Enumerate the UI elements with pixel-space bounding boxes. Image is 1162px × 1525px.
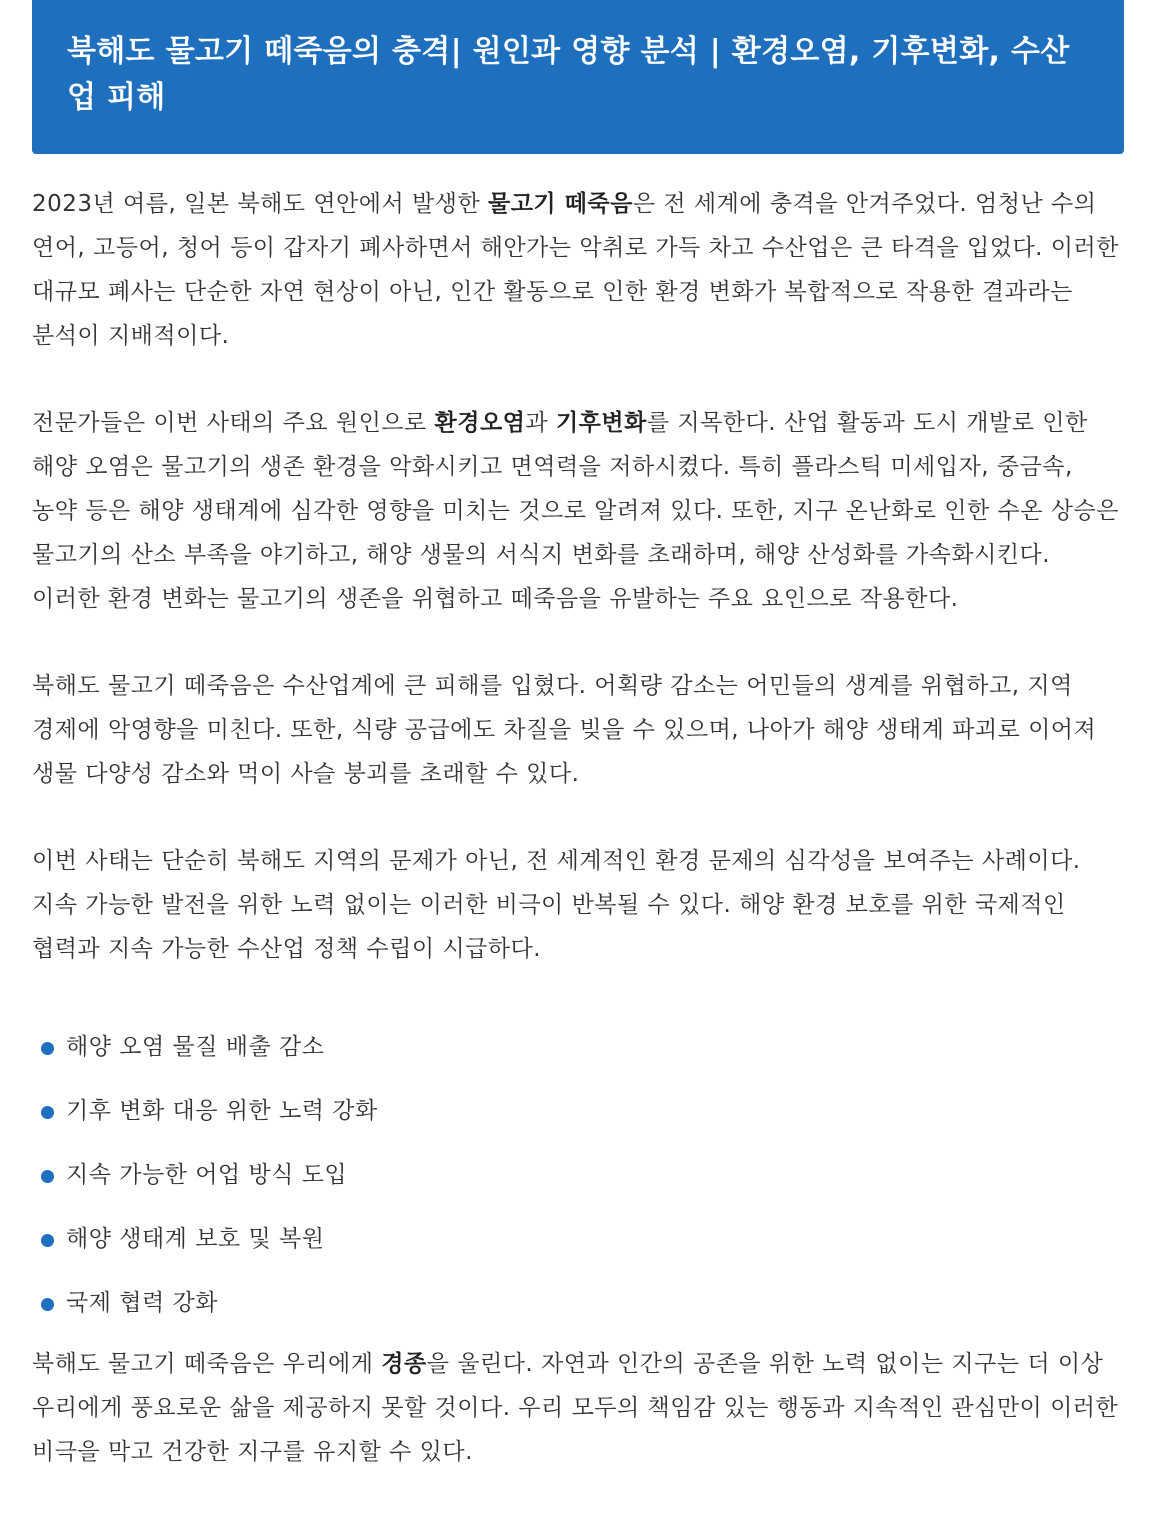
list-item — [32, 1204, 1126, 1268]
intro-paragraph — [32, 182, 1126, 358]
emphasis-text: 물고기 떼죽음 — [487, 191, 633, 217]
page-title: 북해도 물고기 떼죽음의 충격| 원인과 영향 분석 | 환경오염, 기후변화, 수산업 피해 — [67, 34, 1070, 115]
paragraph-text: 북해도 물고기 떼죽음은 수산업계에 큰 피해를 입혔다. 어획량 감소는 어민들의 생계를 위협하고, 지역 경제에 악영향을 미친다. 또한, 식량 공급에도 차질을 빚을 수 있으며, 나아가 해양 생태계 파괴로 이어져 생물 다양성 감소와 먹이 사슬 붕괴를 초래할 수 있다. — [32, 673, 1097, 787]
list-item-label: 해양 생태계 보호 및 복원 — [66, 1225, 325, 1252]
list-item — [32, 1140, 1126, 1204]
paragraph-text: 과 — [525, 410, 556, 436]
emphasis-text: 기후변화 — [555, 410, 647, 436]
action-list — [32, 1012, 1126, 1332]
emphasis-text: 환경오염 — [434, 410, 526, 436]
paragraph-text: 2023년 여름, 일본 북해도 연안에서 발생한 — [32, 191, 488, 217]
closing-paragraph — [32, 1342, 1126, 1474]
list-item — [32, 1012, 1126, 1076]
article-body — [32, 182, 1126, 1517]
list-item-label: 지속 가능한 어업 방식 도입 — [66, 1161, 348, 1188]
list-item-label: 기후 변화 대응 위한 노력 강화 — [66, 1097, 378, 1124]
paragraph-text: 이번 사태는 단순히 북해도 지역의 문제가 아닌, 전 세계적인 환경 문제의 심각성을 보여주는 사례이다. 지속 가능한 발전을 위한 노력 없이는 이러한 비극이 반복될 수 있다. 해양 환경 보호를 위한 국제적인 협력과 지속 가능한 수산업 정책 수립이 시급하다. — [32, 848, 1081, 962]
emphasis-text: 경종 — [381, 1351, 427, 1377]
paragraph-text: 은 전 세계에 충격을 안겨주었다. 엄청난 수의 연어, 고등어, 청어 등이 갑자기 폐사하면서 해안가는 악취로 가득 차고 수산업은 큰 타격을 입었다. 이러한 대규모 폐사는 단순한 자연 현상이 아닌, 인간 활동으로 인한 환경 변화가 복합적으로 작용한 결과라는 분석이 지배적이다. — [32, 191, 1119, 349]
bullet-dot-icon — [41, 1234, 54, 1247]
bullet-dot-icon — [41, 1298, 54, 1311]
bullet-dot-icon — [41, 1042, 54, 1055]
significance-paragraph — [32, 839, 1126, 971]
bullet-dot-icon — [41, 1170, 54, 1183]
paragraph-text: 전문가들은 이번 사태의 주요 원인으로 — [32, 410, 435, 436]
impact-paragraph — [32, 664, 1126, 796]
paragraph-text: 을 울린다. 자연과 인간의 공존을 위한 노력 없이는 지구는 더 이상 우리에게 풍요로운 삶을 제공하지 못할 것이다. 우리 모두의 책임감 있는 행동과 지속적인 관심만이 이러한 비극을 막고 건강한 지구를 유지할 수 있다. — [32, 1351, 1119, 1465]
list-item-label: 해양 오염 물질 배출 감소 — [66, 1033, 325, 1060]
list-item — [32, 1076, 1126, 1140]
list-item — [32, 1268, 1126, 1332]
causes-paragraph — [32, 401, 1126, 621]
list-item-label: 국제 협력 강화 — [66, 1289, 218, 1316]
title-banner — [32, 0, 1124, 154]
paragraph-text: 북해도 물고기 떼죽음은 우리에게 — [32, 1351, 382, 1377]
paragraph-text: 를 지목한다. 산업 활동과 도시 개발로 인한 해양 오염은 물고기의 생존 환경을 악화시키고 면역력을 저하시켰다. 특히 플라스틱 미세입자, 중금속, 농약 등은 해양 생태계에 심각한 영향을 미치는 것으로 알려져 있다. 또한, 지구 온난화로 인한 수온 상승은 물고기의 산소 부족을 야기하고, 해양 생물의 서식지 변화를 초래하며, 해양 산성화를 가속화시킨다. 이러한 환경 변화는 물고기의 생존을 위협하고 떼죽음을 유발하는 주요 요인으로 작용한다. — [32, 410, 1119, 612]
bullet-dot-icon — [41, 1106, 54, 1119]
